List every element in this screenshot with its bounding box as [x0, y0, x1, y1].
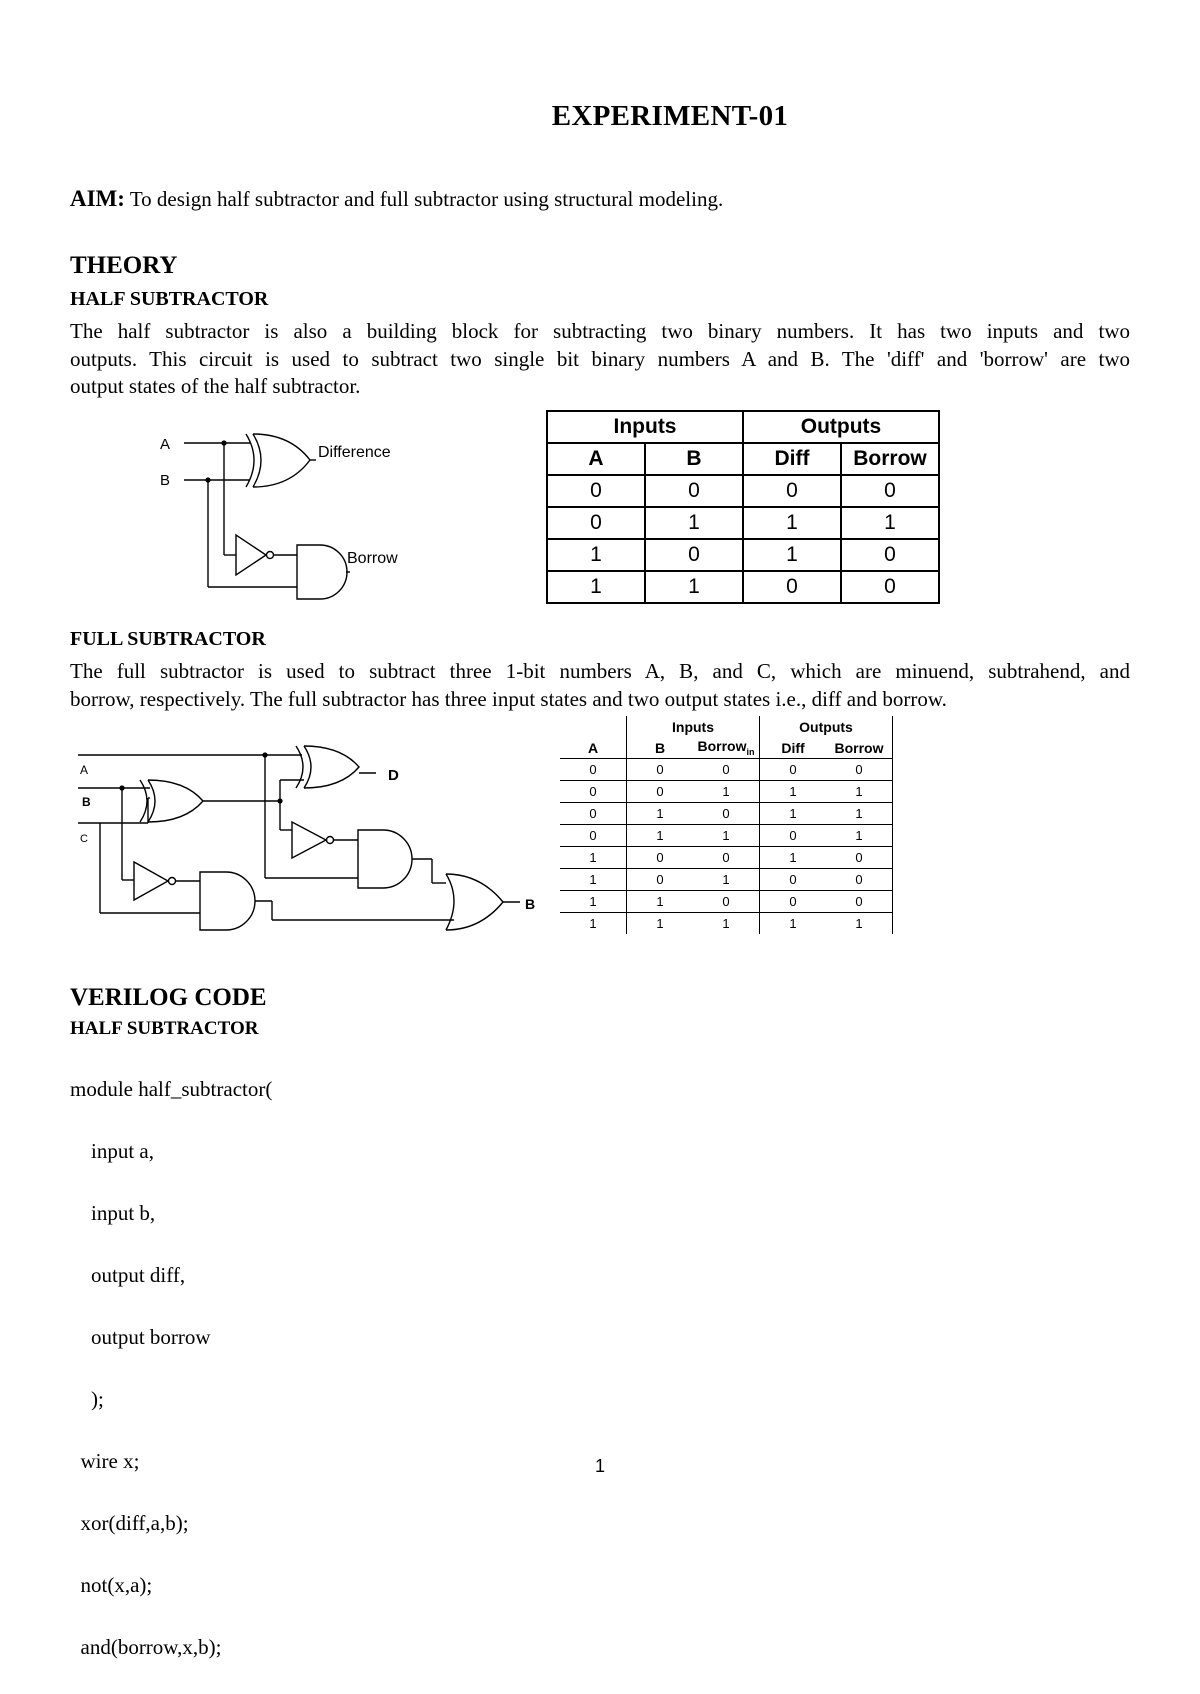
table-cell: 0 [627, 847, 694, 869]
aim-statement [70, 186, 723, 212]
table-cell: 1 [841, 507, 939, 539]
table-cell: 1 [645, 507, 743, 539]
table-cell: 1 [589, 916, 597, 931]
table-cell: 0 [826, 891, 893, 913]
table-row [547, 539, 939, 571]
theory-heading: THEORY [70, 252, 178, 279]
table-cell: 1 [743, 507, 841, 539]
table-cell: 0 [760, 759, 827, 781]
table-row [560, 803, 893, 825]
table-cell: 1 [547, 539, 645, 571]
table-row [560, 781, 893, 803]
code-line: output borrow [70, 1325, 211, 1349]
table-cell: 1 [826, 803, 893, 825]
half-subtractor-heading: HALF SUBTRACTOR [70, 288, 269, 310]
table-cell: 0 [826, 759, 893, 781]
table-cell: 0 [627, 781, 694, 803]
full-subtractor-truth-table [560, 716, 893, 934]
verilog-subheading: HALF SUBTRACTOR [70, 1018, 259, 1039]
input-a-label: A [160, 436, 171, 453]
verilog-heading: VERILOG CODE [70, 984, 267, 1011]
column-header: A [547, 443, 645, 475]
table-cell: 1 [627, 825, 694, 847]
table-row [547, 507, 939, 539]
table-cell: 0 [743, 571, 841, 603]
table-cell: 0 [841, 475, 939, 507]
table-cell: 0 [693, 847, 760, 869]
table-cell: 0 [560, 803, 627, 825]
code-line: xor(diff,a,b); [70, 1511, 189, 1535]
table-cell: 0 [560, 759, 627, 781]
table-cell: 0 [645, 475, 743, 507]
inputs-group-header: Inputs [547, 411, 743, 443]
half-subtractor-description [70, 318, 1130, 401]
table-cell: 0 [693, 891, 760, 913]
code-line: output diff, [70, 1263, 186, 1287]
borrow-output-label: Borrow [347, 550, 398, 567]
inputs-group-header: Inputs [627, 716, 760, 737]
table-cell: 0 [841, 539, 939, 571]
table-cell: 1 [760, 847, 827, 869]
paragraph-line: outputs. This circuit is used to subtract two single bit binary numbers A and B. The 'diff' and 'borrow' are two [70, 346, 1130, 371]
table-cell: 0 [826, 869, 893, 891]
code-line: module half_subtractor( [70, 1077, 273, 1101]
aim-label: AIM: [70, 186, 125, 211]
table-cell: 0 [627, 759, 694, 781]
paragraph-line: output states of the half subtractor. [70, 374, 361, 398]
table-cell: 1 [560, 847, 627, 869]
table-cell: 0 [645, 539, 743, 571]
code-line: wire x; [70, 1449, 140, 1473]
table-cell: 1 [547, 571, 645, 603]
output-d-label: D [388, 767, 399, 784]
table-cell: 0 [760, 891, 827, 913]
table-cell: 1 [760, 781, 827, 803]
aim-text: To design half subtractor and full subtractor using structural modeling. [129, 187, 724, 211]
table-cell: 0 [841, 571, 939, 603]
column-header-borrow-in [693, 737, 760, 759]
table-cell: 0 [760, 869, 827, 891]
verilog-code-block [70, 1043, 272, 1694]
table-cell: 1 [760, 803, 827, 825]
full-subtractor-heading: FULL SUBTRACTOR [70, 628, 266, 650]
input-a-label: A [80, 763, 89, 777]
table-row [547, 475, 939, 507]
table-cell: 1 [826, 781, 893, 803]
column-header: Diff [760, 737, 827, 759]
column-header: B [645, 443, 743, 475]
table-cell: 0 [743, 475, 841, 507]
input-c-label: C [80, 833, 88, 845]
column-header: Borrow [841, 443, 939, 475]
table-row [560, 869, 893, 891]
table-cell: 0 [547, 475, 645, 507]
table-cell: 0 [560, 781, 627, 803]
table-row [560, 891, 893, 913]
table-cell: 0 [627, 869, 694, 891]
column-header: B [627, 737, 694, 759]
table-cell: 1 [560, 891, 627, 913]
table-row [560, 825, 893, 847]
paragraph-line: The half subtractor is also a building block for subtracting two binary numbers. It has two inputs and two [70, 319, 1130, 343]
table-cell: 1 [627, 803, 694, 825]
half-subtractor-circuit-diagram [150, 425, 420, 610]
column-header: Borrow [826, 737, 893, 759]
output-b-label: B [525, 896, 536, 912]
table-cell: 1 [693, 913, 760, 935]
table-row [560, 847, 893, 869]
table-cell: 0 [560, 825, 627, 847]
table-cell: 1 [627, 891, 694, 913]
code-line: ); [70, 1387, 104, 1411]
difference-output-label: Difference [318, 444, 391, 461]
table-cell: 1 [693, 825, 760, 847]
table-row [560, 913, 893, 935]
column-header: A [560, 737, 627, 759]
paragraph-line: borrow, respectively. The full subtractor has three input states and two output states i.e., diff and borrow. [70, 686, 947, 711]
code-line: input b, [70, 1201, 156, 1225]
outputs-group-header: Outputs [760, 716, 893, 737]
table-cell: 0 [826, 847, 893, 869]
page-title: EXPERIMENT-01 [551, 100, 789, 132]
table-row [547, 571, 939, 603]
table-cell: 0 [693, 759, 760, 781]
table-cell: 1 [627, 913, 694, 935]
table-cell: 1 [560, 869, 627, 891]
table-row [560, 759, 893, 781]
table-cell: 1 [693, 869, 760, 891]
table-cell: 0 [760, 825, 827, 847]
code-line: and(borrow,x,b); [70, 1635, 222, 1659]
outputs-group-header: Outputs [743, 411, 939, 443]
full-subtractor-circuit-diagram [70, 738, 550, 938]
borrow-in-subscript: in [746, 746, 755, 757]
input-b-label: B [160, 472, 171, 489]
table-cell: 0 [547, 507, 645, 539]
table-cell: 1 [743, 539, 841, 571]
table-cell: 0 [693, 803, 760, 825]
input-b-label: B [82, 795, 91, 809]
code-line: input a, [70, 1139, 154, 1163]
full-subtractor-description [70, 658, 1130, 713]
half-subtractor-truth-table [546, 410, 940, 604]
table-cell: 1 [645, 571, 743, 603]
code-line: not(x,a); [70, 1573, 153, 1597]
table-cell: 1 [789, 916, 797, 931]
page-number: 1 [594, 1456, 605, 1476]
table-cell: 1 [693, 781, 760, 803]
column-header: Diff [743, 443, 841, 475]
paragraph-line: The full subtractor is used to subtract three 1-bit numbers A, B, and C, which are minuend, subtrahend, and [70, 659, 1130, 683]
table-cell: 1 [826, 913, 893, 935]
borrow-in-text: Borrow [697, 738, 747, 755]
table-cell: 1 [826, 825, 893, 847]
